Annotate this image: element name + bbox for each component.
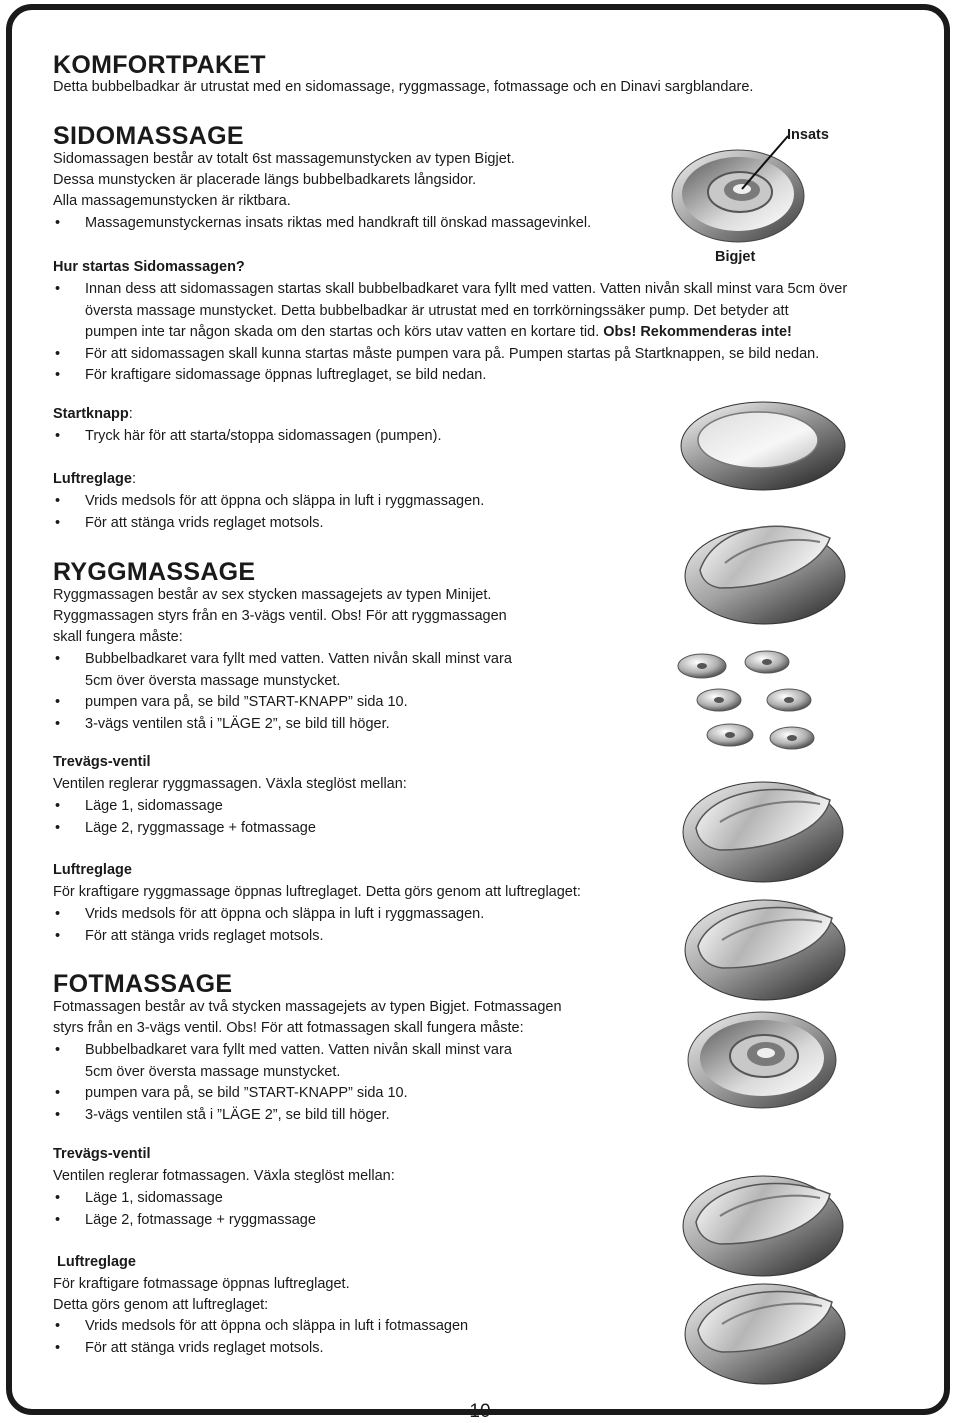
komfortpaket-text: Detta bubbelbadkar är utrustat med en sidomassage, ryggmassage, fotmassage och en Dinavi sargblandare. [53,79,754,95]
minijet [678,654,726,678]
list-item: • Vrids medsols för att öppna och släppa in luft i fotmassagen [53,1316,468,1338]
minijet [770,727,814,749]
list-item: • Läge 2, ryggmassage + fotmassage [53,818,316,840]
startknapp-title: Startknapp [53,406,129,422]
sidomassage-line-2: Dessa munstycken är placerade längs bubbelbadkarets långsidor. [53,172,477,188]
list-item: • 3-vägs ventilen stå i ”LÄGE 2”, se bild till höger. [53,714,512,736]
bullet-line: Innan dess att sidomassagen startas skall bubbelbadkaret vara fyllt med vatten. Vatten nivån skall minst vara 5cm över [85,281,848,297]
ryggmassage-line-1: Ryggmassagen består av sex stycken massagejets av typen Minijet. [53,587,492,603]
colon: : [128,406,133,422]
luftreglage-bullets [53,491,484,534]
ryggmassage-line-3: skall fungera måste: [53,629,183,645]
list-item: • pumpen vara på, se bild ”START-KNAPP” sida 10. [53,1083,512,1105]
fotmassage-heading: FOTMASSAGE [53,970,233,998]
list-item: • Läge 1, sidomassage [53,1188,316,1210]
bullet-line: pumpen inte tar någon skada om den startas och körs utav vatten en kortare tid. [85,324,604,341]
list-item: • För att stänga vrids reglaget motsols. [53,1338,468,1360]
bigjet-label: Bigjet [715,249,756,265]
list-item: • För att sidomassagen skall kunna startas måste pumpen vara på. Pumpen startas på Startknappen, se bild nedan. [53,344,847,366]
bullet-line: Bubbelbadkaret vara fyllt med vatten. Vatten nivån skall minst vara [85,651,512,667]
fotmassage-bullets [53,1040,512,1126]
fot-trevagsventil-heading: Trevägs-ventil [53,1146,151,1162]
fot-luftreglage-heading: Luftreglage [57,1254,136,1270]
bullet-line: översta massage munstycket. Detta bubbelbadkar är utrustat med en torrkörningssäker pump. Det betyder att [85,302,789,319]
ryggmassage-heading: RYGGMASSAGE [53,558,256,586]
ryggmassage-line-2: Ryggmassagen styrs från en 3-vägs ventil. Obs! För att ryggmassagen [53,608,507,624]
insats-label: Insats [787,127,829,143]
list-item [53,279,847,344]
startknapp-heading [53,404,133,426]
luftreglage-heading [53,469,136,491]
fot-luftreglage-line-2: Detta görs genom att luftreglaget: [53,1297,269,1313]
startknapp-bullets [53,426,441,448]
ryggmassage-bullets [53,649,512,735]
list-item: • Läge 2, fotmassage + ryggmassage [53,1210,316,1232]
fotmassage-line-1: Fotmassagen består av två stycken massagejets av typen Bigjet. Fotmassagen [53,999,562,1015]
list-item: • pumpen vara på, se bild ”START-KNAPP” sida 10. [53,692,512,714]
bullet-line: Bubbelbadkaret vara fyllt med vatten. Vatten nivån skall minst vara [85,1042,512,1058]
fot-luftreglage-line-1: För kraftigare fotmassage öppnas luftreglaget. [53,1276,350,1292]
list-item: • Vrids medsols för att öppna och släppa in luft i ryggmassagen. [53,904,484,926]
list-item: • Läge 1, sidomassage [53,796,316,818]
minijet [767,689,811,711]
hur-startas-bullets [53,279,847,387]
list-item: • Tryck här för att starta/stoppa sidomassagen (pumpen). [53,426,441,448]
hur-startas-heading: Hur startas Sidomassagen? [53,259,245,275]
bullet-line: 5cm över översta massage munstycket. [85,1063,341,1080]
trevagsventil-text: Ventilen reglerar ryggmassagen. Växla steglöst mellan: [53,776,407,792]
sidomassage-line-3: Alla massagemunstycken är riktbara. [53,193,291,209]
sidomassage-heading: SIDOMASSAGE [53,122,244,150]
air-control-image-1 [680,508,850,628]
list-item: • Vrids medsols för att öppna och släppa in luft i ryggmassagen. [53,491,484,513]
rygg-luftreglage-text: För kraftigare ryggmassage öppnas luftreglaget. Detta görs genom att luftreglaget: [53,884,581,900]
three-way-valve-image-1 [678,770,848,885]
list-item: • För att stänga vrids reglaget motsols. [53,513,484,535]
list-item: • För kraftigare sidomassage öppnas luftreglaget, se bild nedan. [53,365,847,387]
fot-trevagsventil-text: Ventilen reglerar fotmassagen. Växla steglöst mellan: [53,1168,395,1184]
bullet-line: 5cm över översta massage munstycket. [85,672,341,689]
three-way-valve-image-2 [678,1164,848,1279]
fot-trevagsventil-bullets [53,1188,316,1231]
page-number: 10 [469,1401,491,1422]
minijets-image [672,652,822,752]
air-control-image-2 [680,888,850,1003]
list-item [53,649,512,692]
air-control-image-3 [680,1272,850,1387]
list-item: • 3-vägs ventilen stå i ”LÄGE 2”, se bild till höger. [53,1105,512,1127]
luftreglage-title: Luftreglage [53,471,132,487]
bigjet-foot-image [682,1004,842,1114]
list-item: • För att stänga vrids reglaget motsols. [53,926,484,948]
sidomassage-bullets [53,213,591,235]
list-item: • Massagemunstyckernas insats riktas med handkraft till önskad massagevinkel. [53,213,591,235]
bigjet-image [660,140,810,250]
rygg-luftreglage-bullets [53,904,484,947]
minijet [707,724,753,746]
trevagsventil-heading: Trevägs-ventil [53,754,151,770]
list-item [53,1040,512,1083]
rygg-luftreglage-heading: Luftreglage [53,862,132,878]
trevagsventil-bullets [53,796,316,839]
colon: : [131,471,136,487]
minijet [697,689,741,711]
fotmassage-line-2: styrs från en 3-vägs ventil. Obs! För att fotmassagen skall fungera måste: [53,1020,524,1036]
start-button-image [678,398,848,493]
minijet [745,651,789,673]
komfortpaket-heading: KOMFORTPAKET [53,51,266,79]
fot-luftreglage-bullets [53,1316,468,1359]
sidomassage-line-1: Sidomassagen består av totalt 6st massagemunstycken av typen Bigjet. [53,151,515,167]
warning-text: Obs! Rekommenderas inte! [603,324,792,341]
